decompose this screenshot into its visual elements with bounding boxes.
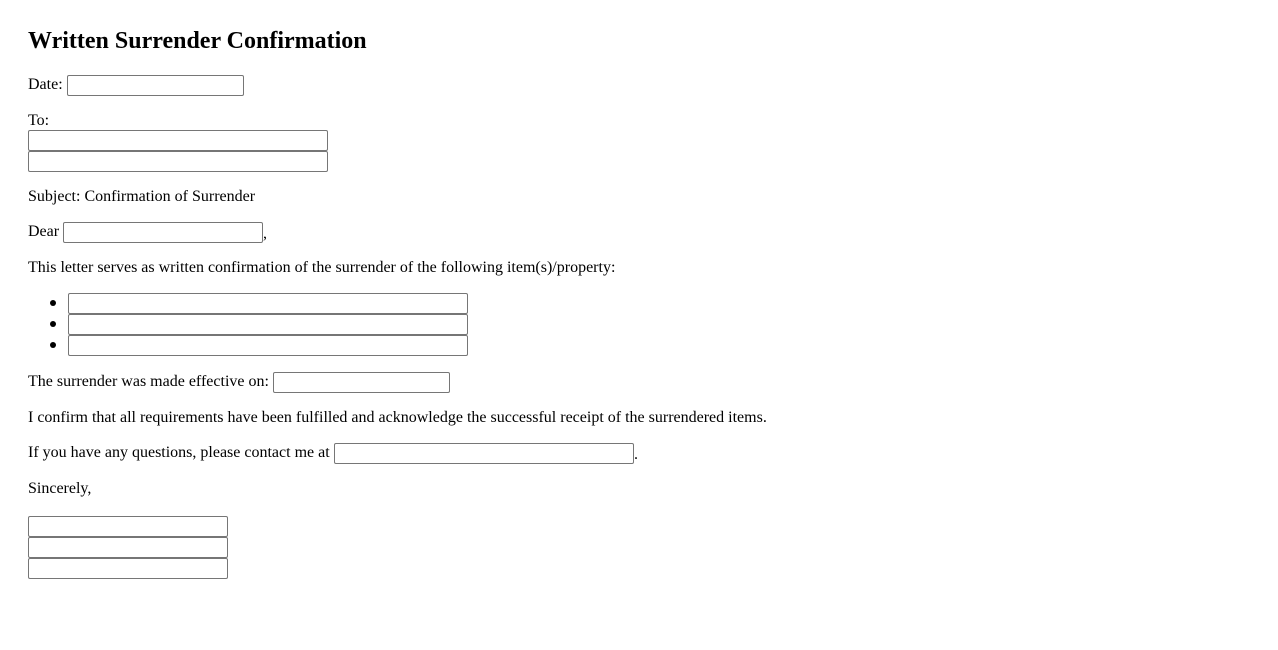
salutation-comma: , xyxy=(263,225,267,242)
signature-line1-field[interactable] xyxy=(28,516,228,537)
confirmation-paragraph: I confirm that all requirements have been fulfilled and acknowledge the successful receipt of the surrendered items. xyxy=(28,409,767,426)
contact-label: If you have any questions, please contact me at xyxy=(28,444,330,461)
date-field[interactable] xyxy=(67,75,244,96)
effective-date-label: The surrender was made effective on: xyxy=(28,373,269,390)
list-bullet-icon xyxy=(50,321,56,327)
salutation-label: Dear xyxy=(28,223,60,240)
signature-line2-field[interactable] xyxy=(28,537,228,558)
to-address-line2-field[interactable] xyxy=(28,151,328,172)
item-field-1[interactable] xyxy=(68,293,468,314)
closing-text: Sincerely, xyxy=(28,480,92,497)
recipient-name-field[interactable] xyxy=(63,222,263,243)
list-bullet-icon xyxy=(50,300,56,306)
subject-line: Subject: Confirmation of Surrender xyxy=(28,188,256,205)
to-label: To: xyxy=(28,112,50,129)
contact-field[interactable] xyxy=(334,443,634,464)
item-field-2[interactable] xyxy=(68,314,468,335)
contact-period: . xyxy=(634,446,638,463)
date-label: Date: xyxy=(28,76,63,93)
item-field-3[interactable] xyxy=(68,335,468,356)
effective-date-field[interactable] xyxy=(273,372,450,393)
list-bullet-icon xyxy=(50,342,56,348)
page-title: Written Surrender Confirmation xyxy=(28,28,367,54)
to-address-line1-field[interactable] xyxy=(28,130,328,151)
signature-line3-field[interactable] xyxy=(28,558,228,579)
intro-paragraph: This letter serves as written confirmation of the surrender of the following item(s)/property: xyxy=(28,259,616,276)
